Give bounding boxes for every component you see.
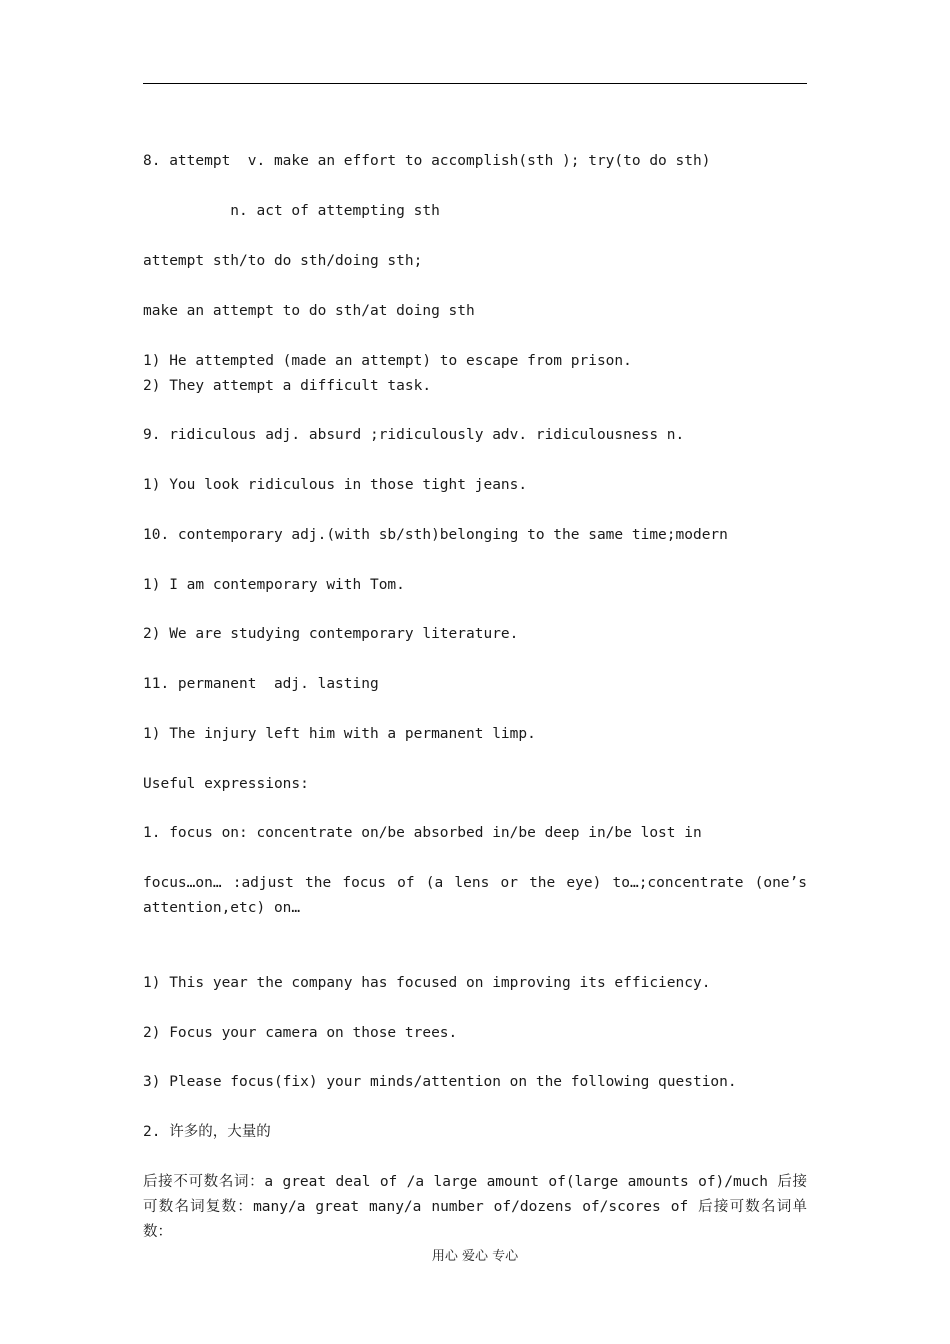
expression-focus-on: 1. focus on: concentrate on/be absorbed in/be deep in/be lost in	[143, 825, 702, 841]
entry-contemporary: 10. contemporary adj.(with sb/sth)belonging to the same time;modern	[143, 527, 728, 543]
contemporary-example-1: 1) I am contemporary with Tom.	[143, 577, 405, 593]
expression-many-explanation: 后接不可数名词：a great deal of /a large amount of(large amounts of)/much 后接可数名词复数：many/a great many/a number of/dozens of/scores of 后接可数名词单数：	[143, 1174, 807, 1240]
focus-example-1: 1) This year the company has focused on improving its efficiency.	[143, 975, 711, 991]
section-heading-useful-expressions: Useful expressions:	[143, 776, 309, 792]
attempt-pattern-2: make an attempt to do sth/at doing sth	[143, 303, 475, 319]
focus-example-2: 2) Focus your camera on those trees.	[143, 1025, 458, 1041]
entry-permanent: 11. permanent adj. lasting	[143, 676, 379, 692]
page-footer: 用心 爱心 专心	[431, 1249, 519, 1264]
focus-example-3: 3) Please focus(fix) your minds/attention on the following question.	[143, 1074, 737, 1090]
contemporary-example-2: 2) We are studying contemporary literature.	[143, 626, 519, 642]
permanent-example-1: 1) The injury left him with a permanent limp.	[143, 726, 536, 742]
entry-attempt-verb: 8. attempt v. make an effort to accomplish(sth ); try(to do sth)	[143, 153, 711, 169]
header-rule	[143, 83, 807, 84]
entry-attempt-noun: n. act of attempting sth	[143, 203, 440, 219]
attempt-pattern-1: attempt sth/to do sth/doing sth;	[143, 253, 423, 269]
ridiculous-example-1: 1) You look ridiculous in those tight jeans.	[143, 477, 528, 493]
attempt-example-1: 1) He attempted (made an attempt) to escape from prison.	[143, 353, 632, 369]
expression-focus-definition: focus…on… :adjust the focus of (a lens or the eye) to…;concentrate (one’s attention,etc) on…	[143, 875, 807, 916]
expression-many-heading: 2. 许多的，大量的	[143, 1124, 271, 1140]
attempt-example-2: 2) They attempt a difficult task.	[143, 378, 432, 394]
entry-ridiculous: 9. ridiculous adj. absurd ;ridiculously adv. ridiculousness n.	[143, 427, 685, 443]
